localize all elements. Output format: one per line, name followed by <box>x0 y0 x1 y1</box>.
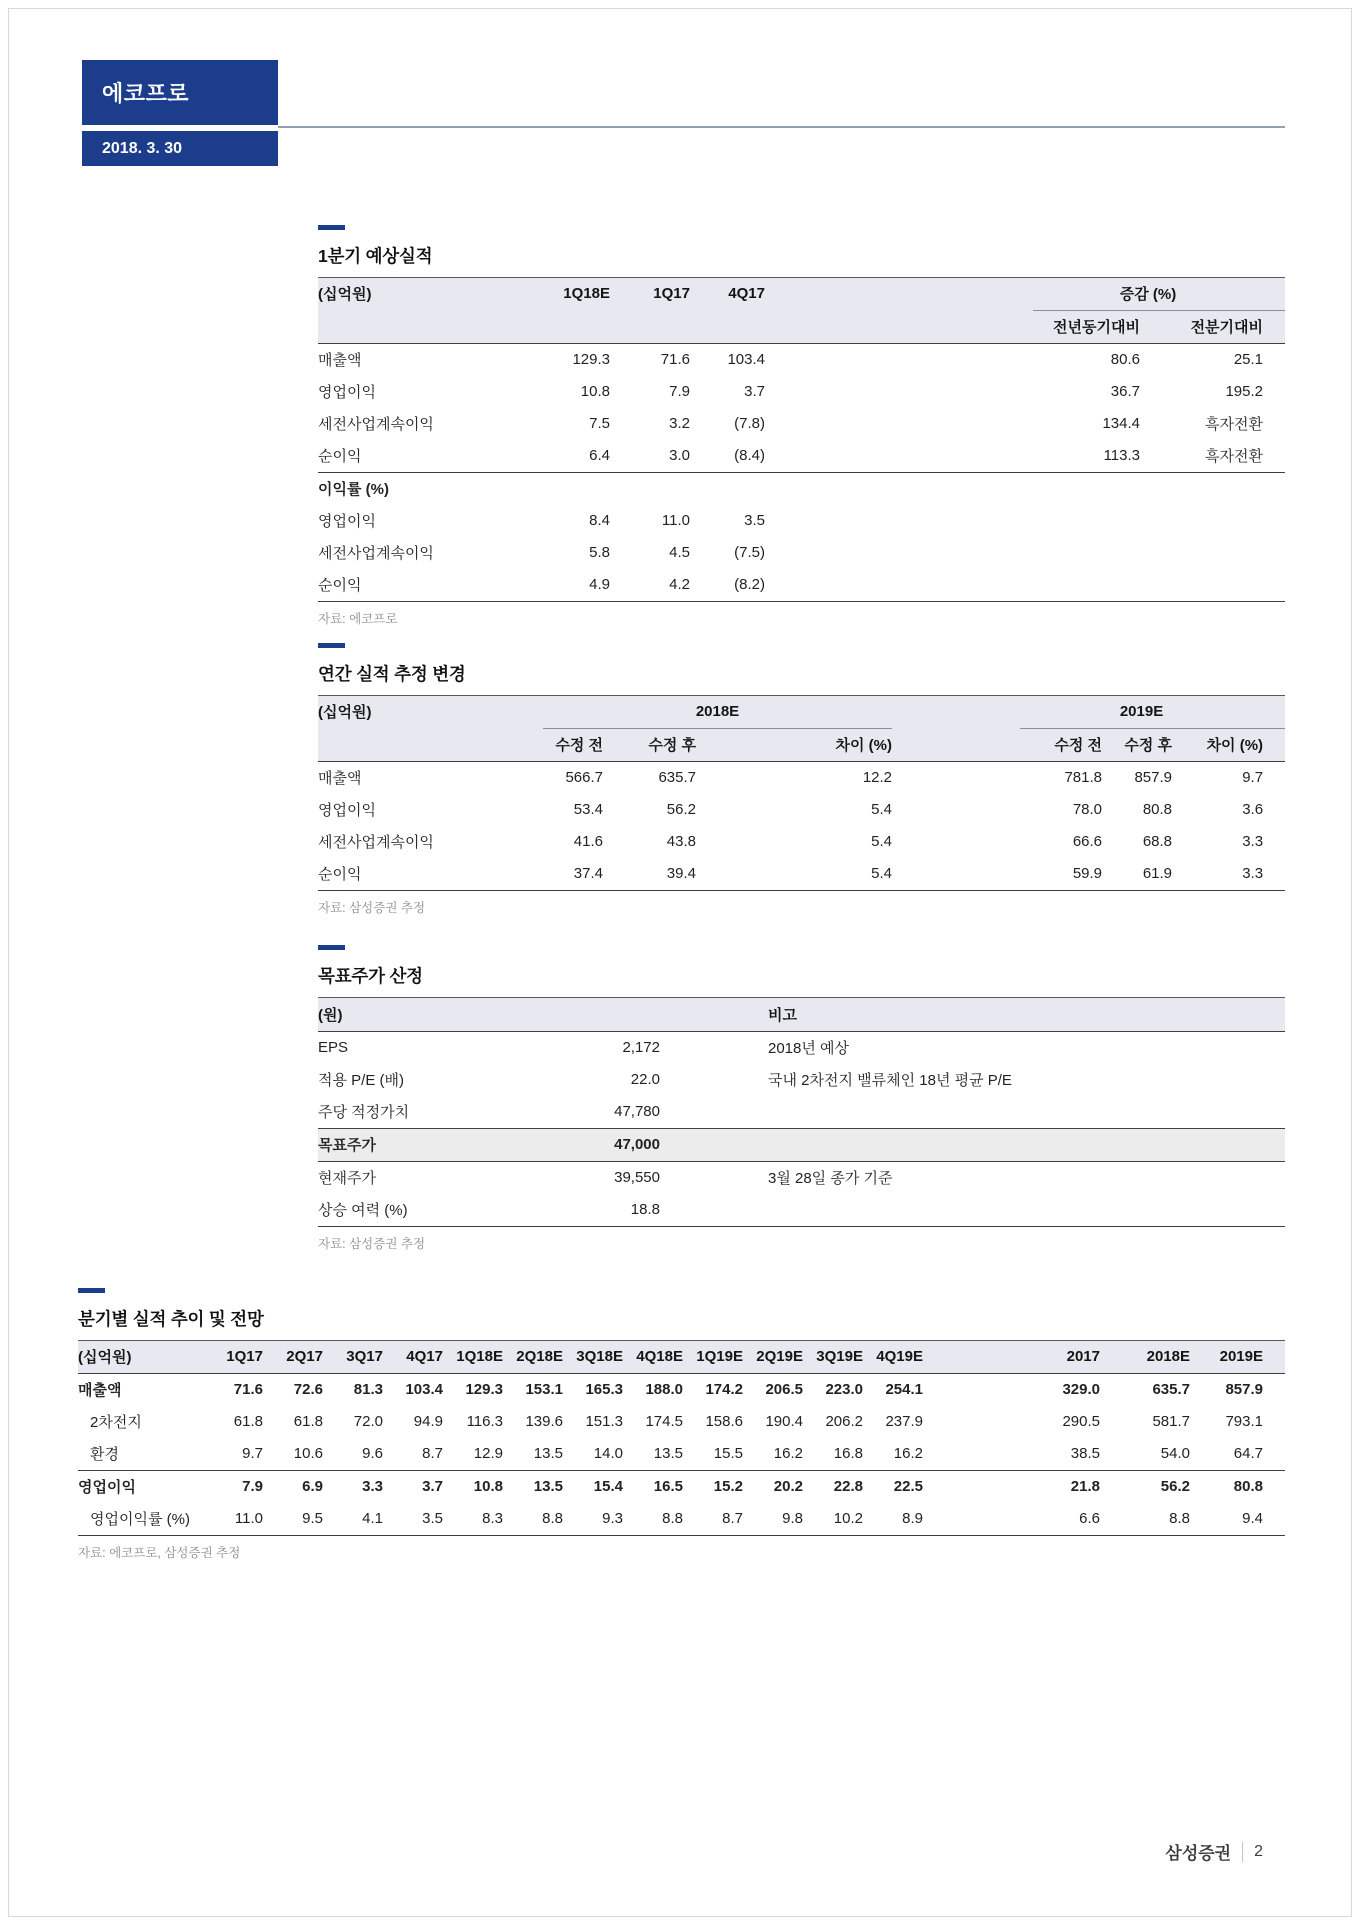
value-cell: 10.8 <box>443 1471 503 1504</box>
value-cell: 4.2 <box>669 576 690 593</box>
value-cell: 13.5 <box>653 1445 683 1462</box>
table-row <box>318 761 1285 794</box>
table-row <box>318 1162 1285 1195</box>
spacer-cell <box>765 440 1033 473</box>
value-cell: 237.9 <box>885 1413 923 1430</box>
value-cell: 16.8 <box>833 1445 863 1462</box>
value-cell: 25.1 <box>1233 351 1264 368</box>
value-cell: 116.3 <box>466 1413 503 1430</box>
spacer-cell <box>548 998 660 1032</box>
value-cell: 10.8 <box>580 383 610 400</box>
value-cell: 9.4 <box>1242 1510 1263 1527</box>
value-cell: 5.4 <box>871 832 893 850</box>
value-cell: 635.7 <box>658 768 696 786</box>
value-cell: 206.5 <box>765 1381 803 1398</box>
value-cell: 190.4 <box>765 1413 803 1430</box>
value-cell: 72.0 <box>353 1413 383 1430</box>
value-cell: 41.6 <box>573 832 603 850</box>
spacer-cell <box>923 1341 1005 1374</box>
value-cell: 80.8 <box>1190 1471 1285 1504</box>
value-cell: 329.0 <box>1062 1381 1100 1398</box>
row-label: 순이익 <box>318 577 362 594</box>
value-cell: (8.2) <box>734 576 765 593</box>
quarterly-table <box>78 1340 1285 1536</box>
value-cell: 129.3 <box>465 1381 503 1398</box>
value-cell: 139.6 <box>525 1413 563 1430</box>
spacer-cell <box>765 344 1033 377</box>
value-cell: 11.0 <box>234 1510 263 1527</box>
source-note: 자료: 삼성증권 추정 <box>318 900 426 915</box>
spacer-cell <box>548 473 610 506</box>
year-group-header: 2018E <box>543 696 892 729</box>
unit-label: (십억원) <box>318 286 372 304</box>
spacer-cell <box>690 473 765 506</box>
value-cell: 3.0 <box>669 447 690 464</box>
value-cell: 9.5 <box>302 1510 323 1527</box>
spacer-cell <box>318 311 1033 344</box>
value-cell: 22.0 <box>630 1071 660 1088</box>
target-price-row <box>318 1129 1285 1162</box>
value-cell: 37.4 <box>573 864 603 882</box>
value-cell: 9.7 <box>1242 768 1264 786</box>
row-label: 영업이익률 (%) <box>90 1511 190 1528</box>
period-header: 2Q19E <box>743 1341 803 1374</box>
row-label: 현재주가 <box>318 1170 376 1187</box>
value-cell: 3.3 <box>1242 832 1264 850</box>
value-cell: 71.6 <box>233 1381 263 1398</box>
row-label: 적용 P/E (배) <box>318 1072 404 1089</box>
value-cell: 158.6 <box>705 1413 743 1430</box>
value-cell: 8.8 <box>662 1510 683 1527</box>
value-cell: 47,000 <box>548 1129 660 1162</box>
value-cell: 113.3 <box>1103 447 1140 464</box>
value-cell: 151.3 <box>585 1413 623 1430</box>
remark-cell <box>768 1194 1285 1227</box>
value-cell: 16.2 <box>773 1445 803 1462</box>
value-cell: 9.6 <box>362 1445 383 1462</box>
value-cell: 36.7 <box>1110 383 1140 400</box>
spacer-cell <box>1033 537 1140 569</box>
value-cell: 61.9 <box>1142 864 1173 882</box>
value-cell: 68.8 <box>1142 832 1173 850</box>
row-label: 영업이익 <box>78 1471 203 1504</box>
section-accent-dash <box>318 225 345 230</box>
spacer-cell <box>923 1374 1005 1407</box>
spacer-cell <box>892 728 1020 761</box>
row-label: EPS <box>318 1039 349 1056</box>
table-row <box>318 794 1285 826</box>
change-header-yoy: 전년동기대비 <box>1033 311 1140 344</box>
value-cell: 3.7 <box>383 1471 443 1504</box>
value-cell: 14.0 <box>593 1445 623 1462</box>
value-cell: 20.2 <box>743 1471 803 1504</box>
value-cell: 3.3 <box>323 1471 383 1504</box>
row-label: 2차전지 <box>90 1414 142 1431</box>
value-cell: 8.4 <box>589 512 610 529</box>
value-cell: 635.7 <box>1152 1381 1190 1398</box>
spacer-cell <box>765 473 1033 506</box>
value-cell: 857.9 <box>1134 768 1173 786</box>
value-cell: 793.1 <box>1225 1413 1263 1430</box>
value-cell: 5.8 <box>589 544 610 561</box>
table-subheader-row <box>318 728 1285 761</box>
value-cell: (7.5) <box>734 544 765 561</box>
report-date-box <box>82 131 278 166</box>
spacer-cell <box>765 408 1033 440</box>
value-cell: 206.2 <box>825 1413 863 1430</box>
period-header: 3Q18E <box>563 1341 623 1374</box>
value-cell: 5.4 <box>871 864 893 882</box>
spacer-cell <box>923 1406 1005 1438</box>
row-label: 상승 여력 (%) <box>318 1202 408 1219</box>
value-cell: 6.9 <box>263 1471 323 1504</box>
value-cell: 21.8 <box>1005 1471 1100 1504</box>
period-header: 1Q18E <box>443 1341 503 1374</box>
annual-header: 2017 <box>1005 1341 1100 1374</box>
spacer-cell <box>892 858 1020 891</box>
page-footer <box>1165 1839 1263 1864</box>
spacer-cell <box>923 1503 1005 1536</box>
year-group-header: 2019E <box>1020 696 1285 729</box>
value-cell: 103.4 <box>405 1381 443 1398</box>
table-row <box>318 569 1285 602</box>
row-label: 세전사업계속이익 <box>318 833 434 851</box>
spacer-cell <box>1140 505 1285 537</box>
value-cell: 8.7 <box>422 1445 443 1462</box>
period-header: 4Q19E <box>863 1341 923 1374</box>
value-cell: 15.2 <box>683 1471 743 1504</box>
footer-divider <box>1242 1842 1243 1862</box>
table-row <box>318 1032 1285 1065</box>
period-header: 3Q19E <box>803 1341 863 1374</box>
table-row <box>318 858 1285 891</box>
sub-header-before: 수정 전 <box>1020 728 1102 761</box>
period-header: 1Q18E <box>563 285 610 303</box>
value-cell: 9.3 <box>602 1510 623 1527</box>
section-accent-dash <box>78 1288 105 1293</box>
margin-section-label: 이익률 (%) <box>318 473 548 506</box>
value-cell: 153.1 <box>525 1381 563 1398</box>
value-cell: 6.6 <box>1079 1510 1100 1527</box>
value-cell: 8.9 <box>902 1510 923 1527</box>
spacer-cell <box>660 1162 768 1195</box>
row-label: 순이익 <box>318 865 362 883</box>
annual-revision-table <box>318 695 1285 891</box>
spacer-cell <box>892 761 1020 794</box>
section-accent-dash <box>318 643 345 648</box>
remark-header: 비고 <box>768 998 1285 1032</box>
value-cell: 5.4 <box>871 800 893 818</box>
table-row <box>318 505 1285 537</box>
value-cell: 9.7 <box>242 1445 263 1462</box>
spacer-cell <box>660 1129 768 1162</box>
spacer-cell <box>660 1194 768 1227</box>
value-cell: 581.7 <box>1152 1413 1190 1430</box>
value-cell: 3.5 <box>422 1510 443 1527</box>
value-cell: 흑자전환 <box>1205 416 1264 433</box>
value-cell: 64.7 <box>1233 1445 1263 1462</box>
value-cell: 8.8 <box>1169 1510 1190 1527</box>
spacer-cell <box>610 473 690 506</box>
table-row <box>78 1471 1285 1504</box>
page-number: 2 <box>1254 1842 1263 1860</box>
value-cell: 6.4 <box>589 447 610 464</box>
value-cell: 78.0 <box>1072 800 1103 818</box>
change-header-qoq: 전분기대비 <box>1140 311 1285 344</box>
unit-label: (십억원) <box>318 704 372 721</box>
value-cell: 71.6 <box>660 351 690 368</box>
spacer-cell <box>1140 537 1285 569</box>
table-row <box>318 537 1285 569</box>
value-cell: 566.7 <box>565 768 603 786</box>
value-cell: 72.6 <box>293 1381 323 1398</box>
spacer-cell <box>892 826 1020 858</box>
value-cell: 11.0 <box>661 512 690 529</box>
value-cell: (7.8) <box>734 415 765 432</box>
value-cell: 781.8 <box>1064 768 1103 786</box>
spacer-cell <box>765 376 1033 408</box>
value-cell: 3.3 <box>1242 864 1264 882</box>
spacer-cell <box>765 537 1033 569</box>
value-cell: 4.5 <box>669 544 690 561</box>
table-row <box>318 1096 1285 1129</box>
unit-label: (십억원) <box>78 1341 203 1374</box>
table-row <box>318 376 1285 408</box>
company-name-box <box>82 60 278 125</box>
value-cell: 10.2 <box>833 1510 863 1527</box>
row-label: 매출액 <box>318 769 362 787</box>
spacer-cell <box>923 1438 1005 1471</box>
value-cell: 16.2 <box>893 1445 923 1462</box>
q1-results-table <box>318 277 1285 602</box>
value-cell: 3.6 <box>1242 800 1264 818</box>
table-row <box>318 440 1285 473</box>
value-cell: 39.4 <box>666 864 696 882</box>
remark-cell <box>768 1129 1285 1162</box>
value-cell: 15.5 <box>713 1445 743 1462</box>
company-name: 에코프로 <box>102 81 190 106</box>
spacer-cell <box>892 696 1020 729</box>
report-date: 2018. 3. 30 <box>102 139 183 157</box>
value-cell: 81.3 <box>353 1381 383 1398</box>
spacer-cell <box>318 728 543 761</box>
value-cell: (8.4) <box>734 447 765 464</box>
spacer-cell <box>660 1032 768 1065</box>
target-price-table <box>318 997 1285 1227</box>
value-cell: 18.8 <box>630 1201 660 1218</box>
section-title: 연간 실적 추정 변경 <box>318 664 466 684</box>
value-cell: 22.8 <box>803 1471 863 1504</box>
table-row <box>78 1438 1285 1471</box>
remark-cell <box>768 1096 1285 1129</box>
value-cell: 13.5 <box>503 1471 563 1504</box>
period-header: 1Q17 <box>653 285 690 303</box>
period-header: 2Q17 <box>263 1341 323 1374</box>
section-annual-revision <box>318 643 1285 916</box>
section-quarterly-outlook <box>78 1288 1285 1561</box>
value-cell: 66.6 <box>1072 832 1103 850</box>
sub-header-after: 수정 후 <box>603 728 696 761</box>
header-divider-line <box>278 126 1285 128</box>
spacer-cell <box>923 1471 1005 1504</box>
spacer-cell <box>660 1096 768 1129</box>
value-cell: 94.9 <box>413 1413 443 1430</box>
row-label: 영업이익 <box>318 384 376 401</box>
row-label: 목표주가 <box>318 1129 548 1162</box>
source-note: 자료: 삼성증권 추정 <box>318 1237 426 1251</box>
value-cell: 4.1 <box>362 1510 383 1527</box>
annual-header: 2018E <box>1100 1341 1190 1374</box>
value-cell: 3.5 <box>744 512 765 529</box>
value-cell: 4.9 <box>589 576 610 593</box>
period-header: 4Q18E <box>623 1341 683 1374</box>
value-cell: 38.5 <box>1070 1445 1100 1462</box>
section-title: 분기별 실적 추이 및 전망 <box>78 1309 264 1329</box>
value-cell: 8.3 <box>482 1510 503 1527</box>
spacer-cell <box>1140 569 1285 602</box>
spacer-cell <box>765 505 1033 537</box>
value-cell: 80.8 <box>1142 800 1173 818</box>
row-label: 매출액 <box>78 1382 122 1399</box>
period-header: 2Q18E <box>503 1341 563 1374</box>
table-row <box>318 1194 1285 1227</box>
row-label: 순이익 <box>318 448 362 465</box>
value-cell: 8.7 <box>722 1510 743 1527</box>
spacer-cell <box>1033 505 1140 537</box>
table-row <box>318 408 1285 440</box>
value-cell: 2,172 <box>622 1039 660 1056</box>
table-row <box>78 1406 1285 1438</box>
remark-cell: 국내 2차전지 밸류체인 18년 평균 P/E <box>768 1072 1012 1089</box>
unit-label: (원) <box>318 998 548 1032</box>
section-target-price <box>318 945 1285 1252</box>
sub-header-diff: 차이 (%) <box>696 728 892 761</box>
value-cell: 13.5 <box>533 1445 563 1462</box>
section-title: 목표주가 산정 <box>318 966 423 986</box>
period-header: 4Q17 <box>728 285 765 303</box>
section-q1-results <box>318 225 1285 627</box>
value-cell: 195.2 <box>1225 383 1264 400</box>
table-header-row <box>318 696 1285 729</box>
section-title: 1분기 예상실적 <box>318 246 433 266</box>
value-cell: 103.4 <box>727 351 765 368</box>
table-row <box>78 1503 1285 1536</box>
row-label: 주당 적정가치 <box>318 1104 410 1121</box>
table-row <box>318 1064 1285 1096</box>
value-cell: 16.5 <box>623 1471 683 1504</box>
change-group-header: 증감 (%) <box>1033 278 1285 311</box>
value-cell: 3.7 <box>744 383 765 400</box>
value-cell: 80.6 <box>1110 351 1140 368</box>
value-cell: 174.5 <box>645 1413 683 1430</box>
value-cell: 56.2 <box>666 800 696 818</box>
value-cell: 흑자전환 <box>1205 448 1264 465</box>
sub-header-after: 수정 후 <box>1102 728 1172 761</box>
value-cell: 290.5 <box>1062 1413 1100 1430</box>
value-cell: 129.3 <box>572 351 610 368</box>
remark-cell: 2018년 예상 <box>768 1040 850 1057</box>
row-label: 세전사업계속이익 <box>318 416 434 433</box>
spacer-cell <box>1140 473 1285 506</box>
value-cell: 8.8 <box>542 1510 563 1527</box>
margin-section-row <box>318 473 1285 506</box>
value-cell: 61.8 <box>293 1413 323 1430</box>
period-header: 3Q17 <box>323 1341 383 1374</box>
value-cell: 7.5 <box>589 415 610 432</box>
table-row <box>78 1374 1285 1407</box>
value-cell: 22.5 <box>863 1471 923 1504</box>
section-accent-dash <box>318 945 345 950</box>
row-label: 영업이익 <box>318 513 376 530</box>
value-cell: 223.0 <box>825 1381 863 1398</box>
table-row <box>318 344 1285 377</box>
value-cell: 47,780 <box>614 1103 660 1120</box>
value-cell: 10.6 <box>293 1445 323 1462</box>
period-header: 1Q19E <box>683 1341 743 1374</box>
value-cell: 39,550 <box>614 1169 660 1186</box>
value-cell: 254.1 <box>885 1381 923 1398</box>
sub-header-before: 수정 전 <box>543 728 603 761</box>
value-cell: 43.8 <box>666 832 696 850</box>
table-row <box>318 826 1285 858</box>
value-cell: 857.9 <box>1225 1381 1263 1398</box>
period-header: 1Q17 <box>203 1341 263 1374</box>
period-header: 4Q17 <box>383 1341 443 1374</box>
value-cell: 174.2 <box>705 1381 743 1398</box>
annual-header: 2019E <box>1190 1341 1285 1374</box>
table-header-row <box>318 998 1285 1032</box>
table-header-row <box>318 278 1285 311</box>
row-label: 영업이익 <box>318 801 376 819</box>
value-cell: 3.2 <box>669 415 690 432</box>
value-cell: 61.8 <box>233 1413 263 1430</box>
value-cell: 12.9 <box>473 1445 503 1462</box>
spacer-cell <box>660 998 768 1032</box>
spacer-cell <box>660 1064 768 1096</box>
value-cell: 7.9 <box>203 1471 263 1504</box>
value-cell: 188.0 <box>645 1381 683 1398</box>
table-subheader-row <box>318 311 1285 344</box>
spacer-cell <box>765 569 1033 602</box>
publisher-name: 삼성증권 <box>1165 1844 1232 1863</box>
table-header-row <box>78 1341 1285 1374</box>
value-cell: 134.4 <box>1102 415 1140 432</box>
value-cell: 165.3 <box>585 1381 623 1398</box>
value-cell: 9.8 <box>782 1510 803 1527</box>
value-cell: 53.4 <box>573 800 603 818</box>
sub-header-diff: 차이 (%) <box>1172 728 1285 761</box>
value-cell: 15.4 <box>563 1471 623 1504</box>
remark-cell: 3월 28일 종가 기준 <box>768 1170 893 1187</box>
row-label: 매출액 <box>318 352 362 369</box>
row-label: 환경 <box>90 1446 119 1463</box>
source-note: 자료: 에코프로 <box>318 612 398 626</box>
row-label: 세전사업계속이익 <box>318 545 434 562</box>
spacer-cell <box>1033 569 1140 602</box>
value-cell: 56.2 <box>1100 1471 1190 1504</box>
value-cell: 54.0 <box>1160 1445 1190 1462</box>
value-cell: 59.9 <box>1072 864 1103 882</box>
spacer-cell <box>765 278 1033 311</box>
value-cell: 7.9 <box>669 383 690 400</box>
source-note: 자료: 에코프로, 삼성증권 추정 <box>78 1546 241 1560</box>
value-cell: 12.2 <box>862 768 893 786</box>
spacer-cell <box>1033 473 1140 506</box>
spacer-cell <box>892 794 1020 826</box>
